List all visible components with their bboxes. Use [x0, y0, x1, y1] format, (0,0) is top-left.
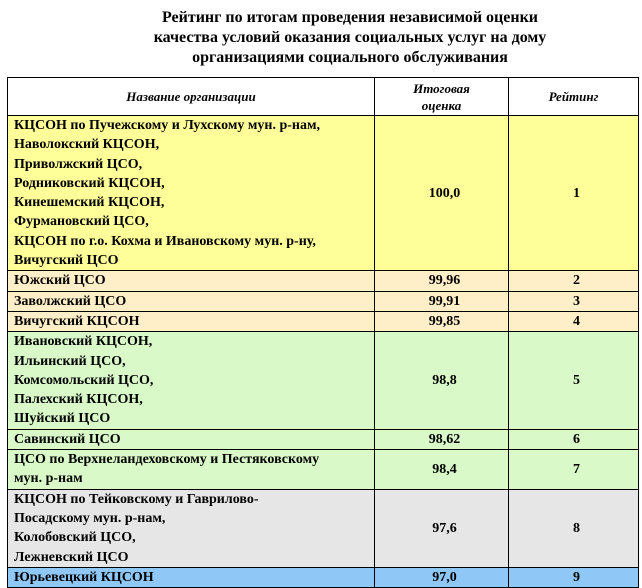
organization-cell	[8, 311, 375, 331]
table-body	[8, 116, 639, 588]
organization-name: Южский ЦСО	[14, 273, 106, 289]
title-line-2: качества условий оказания социальных услуг на дому	[153, 29, 547, 46]
table-row	[8, 311, 639, 331]
score-cell: 97,6	[375, 489, 509, 567]
rank-cell: 4	[509, 311, 639, 331]
organization-name: Заволжский ЦСО	[14, 293, 127, 309]
table-row	[8, 450, 639, 490]
organization-name: Вичугский ЦСО	[14, 253, 119, 269]
rank-cell: 5	[509, 332, 639, 429]
organization-name: Лежневский ЦСО	[14, 549, 129, 565]
title-line-1: Рейтинг по итогам проведения независимой оценки	[161, 9, 539, 26]
organization-name: Фурмановский ЦСО,	[14, 214, 149, 230]
organization-name: Родниковский КЦСОН,	[14, 175, 165, 191]
document-title	[60, 8, 640, 68]
header-rank: Рейтинг	[509, 78, 639, 116]
table-row	[8, 291, 639, 311]
score-cell: 99,96	[375, 271, 509, 291]
organization-cell	[8, 271, 375, 291]
rank-cell: 2	[509, 271, 639, 291]
score-cell: 97,0	[375, 567, 509, 587]
header-score-line-1: Итоговая	[413, 80, 470, 96]
rank-cell: 9	[509, 567, 639, 587]
header-score	[375, 78, 509, 116]
rank-cell: 3	[509, 291, 639, 311]
organization-name: Палехский КЦСОН,	[14, 392, 143, 408]
organization-name: Наволокский КЦСОН,	[14, 137, 160, 153]
organization-name: Приволжский ЦСО,	[14, 156, 143, 172]
table-row	[8, 489, 639, 567]
title-line-3: организациями социального обслуживания	[192, 49, 508, 66]
rating-table	[7, 77, 639, 588]
score-cell: 99,91	[375, 291, 509, 311]
organization-name: Комсомольский ЦСО,	[14, 372, 154, 388]
organization-name: мун. р-нам	[14, 471, 83, 487]
organization-name: Ильинский ЦСО,	[14, 353, 126, 369]
organization-name: Вичугский КЦСОН	[14, 313, 140, 329]
table-row	[8, 116, 639, 271]
organization-name: Ивановский КЦСОН,	[14, 334, 153, 350]
header-score-line-2: оценка	[421, 97, 462, 113]
organization-name: ЦСО по Верхнеландеховскому и Пестяковскому	[14, 452, 320, 468]
organization-cell	[8, 332, 375, 429]
organization-name: КЦСОН по Тейковскому и Гаврилово-	[14, 491, 259, 507]
rank-cell: 7	[509, 450, 639, 490]
organization-name: Колобовский ЦСО,	[14, 530, 136, 546]
table-row	[8, 271, 639, 291]
organization-cell	[8, 429, 375, 449]
rank-cell: 1	[509, 116, 639, 271]
table-row	[8, 567, 639, 587]
organization-name: Савинский ЦСО	[14, 431, 121, 447]
organization-name: Кинешемский КЦСОН,	[14, 195, 165, 211]
score-cell: 100,0	[375, 116, 509, 271]
organization-cell	[8, 116, 375, 271]
organization-name: Юрьевецкий КЦСОН	[14, 569, 154, 585]
organization-cell	[8, 291, 375, 311]
header-organization: Название организации	[8, 78, 375, 116]
rank-cell: 8	[509, 489, 639, 567]
table-row	[8, 429, 639, 449]
score-cell: 98,62	[375, 429, 509, 449]
organization-name: КЦСОН по г.о. Кохма и Ивановскому мун. р-ну,	[14, 233, 316, 249]
organization-cell	[8, 567, 375, 587]
rank-cell: 6	[509, 429, 639, 449]
score-cell: 98,8	[375, 332, 509, 429]
organization-name: КЦСОН по Пучежскому и Лухскому мун. р-нам,	[14, 118, 321, 133]
organization-cell	[8, 489, 375, 567]
organization-name: Посадскому мун. р-нам,	[14, 510, 166, 526]
organization-cell	[8, 450, 375, 490]
score-cell: 98,4	[375, 450, 509, 490]
table-row	[8, 332, 639, 429]
header-row	[8, 78, 639, 116]
score-cell: 99,85	[375, 311, 509, 331]
organization-name: Шуйский ЦСО	[14, 411, 111, 427]
